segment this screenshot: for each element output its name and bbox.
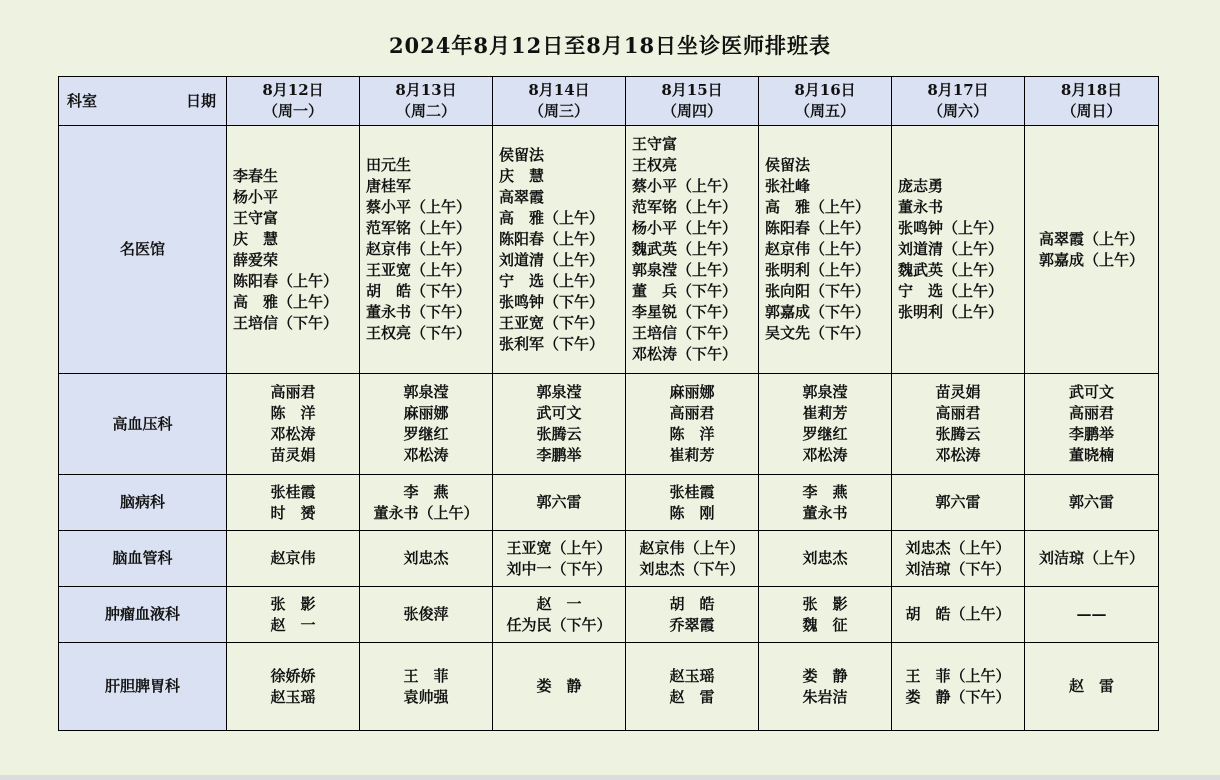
doctor-name: 张 影 <box>270 594 316 613</box>
doctor-name: 郭六雷 <box>536 493 582 511</box>
doctor-name: 苗灵娟 <box>270 446 316 464</box>
doctor-name: 邓松涛 <box>270 425 316 443</box>
doctor-name: 王权亮 <box>632 156 678 174</box>
doctor-name: 王 菲（上午） <box>905 666 1011 685</box>
day-weekday: （周六） <box>927 102 988 120</box>
schedule-cell <box>360 587 493 643</box>
schedule-cell <box>759 587 892 643</box>
day-header-cell <box>1025 77 1159 126</box>
schedule-cell <box>626 531 759 587</box>
doctor-name: 李 燕 <box>802 482 848 501</box>
doctor-name: 高丽君 <box>935 404 981 422</box>
schedule-cell <box>493 374 626 475</box>
schedule-cell <box>1025 531 1159 587</box>
doctor-name: 王亚宽（上午） <box>366 261 472 279</box>
doctor-name: 麻丽娜 <box>403 404 449 422</box>
schedule-table <box>58 76 1159 731</box>
dept-name-cell: 脑病科 <box>59 475 227 531</box>
schedule-cell <box>892 374 1025 475</box>
corner-header-cell <box>59 77 227 126</box>
dept-header-label: 科室 <box>67 92 98 110</box>
day-weekday: （周日） <box>1061 102 1122 120</box>
doctor-name: 王 菲 <box>403 666 449 685</box>
doctor-name: 魏武英（上午） <box>898 261 1004 279</box>
doctor-name: 李星锐（下午） <box>632 303 738 321</box>
doctor-name: 高 雅（上午） <box>233 292 339 311</box>
doctor-name: 崔莉芳 <box>669 446 715 464</box>
doctor-name: 董永书（下午） <box>366 303 472 321</box>
bottom-scroll-strip <box>0 775 1220 780</box>
doctor-name: 郭六雷 <box>935 493 981 511</box>
day-header-cell <box>227 77 360 126</box>
doctor-name: 张鸣钟（下午） <box>499 292 605 311</box>
schedule-cell <box>227 531 360 587</box>
doctor-name: 张利军（下午） <box>499 334 605 353</box>
day-header-cell <box>626 77 759 126</box>
doctor-name: 张桂霞 <box>669 482 715 501</box>
doctor-name: 邓松涛 <box>403 446 449 464</box>
day-header-cell <box>360 77 493 126</box>
doctor-name: 张腾云 <box>536 425 582 443</box>
day-header-cell <box>759 77 892 126</box>
doctor-name: 赵京伟（上午） <box>366 240 472 258</box>
schedule-cell <box>360 643 493 731</box>
doctor-name: 王亚宽（上午） <box>506 538 612 557</box>
schedule-cell <box>493 126 626 374</box>
doctor-name: 娄 静（下午） <box>905 687 1011 706</box>
doctor-name: 杨小平（上午） <box>632 219 738 237</box>
doctor-name: 刘中一（下午） <box>506 559 612 578</box>
schedule-cell <box>1025 475 1159 531</box>
schedule-cell <box>626 126 759 374</box>
doctor-name: 刘忠杰（下午） <box>639 559 745 578</box>
schedule-cell <box>360 374 493 475</box>
doctor-name: 高丽君 <box>1068 404 1114 422</box>
doctor-name: 苗灵娟 <box>935 383 981 401</box>
schedule-cell <box>227 587 360 643</box>
schedule-cell <box>759 475 892 531</box>
header-row <box>59 77 1159 126</box>
doctor-name: 郭嘉成（下午） <box>765 303 871 321</box>
schedule-cell <box>892 643 1025 731</box>
doctor-name: 陈 洋 <box>270 404 316 422</box>
doctor-name: 李春生 <box>233 166 279 185</box>
schedule-cell <box>360 475 493 531</box>
doctor-name: 赵 一 <box>270 615 316 634</box>
doctor-name: 郭嘉成（上午） <box>1038 250 1144 269</box>
doctor-name: 刘洁琼（下午） <box>905 559 1011 578</box>
doctor-name: 王培信（下午） <box>233 313 339 332</box>
schedule-cell <box>227 475 360 531</box>
doctor-name: 李 燕 <box>403 482 449 501</box>
day-date: 8月14日 <box>528 81 590 99</box>
doctor-name: 魏 征 <box>802 615 848 634</box>
day-date: 8月16日 <box>794 81 856 99</box>
schedule-cell <box>626 643 759 731</box>
day-weekday: （周二） <box>395 102 456 120</box>
doctor-name: 郭泉滢 <box>536 383 582 401</box>
doctor-name: 时 赟 <box>270 503 316 522</box>
doctor-name: 王守富 <box>233 208 279 227</box>
day-weekday: （周一） <box>262 102 323 120</box>
schedule-cell <box>759 374 892 475</box>
schedule-cell <box>892 126 1025 374</box>
day-weekday: （周三） <box>528 102 589 120</box>
doctor-name: 范军铭（上午） <box>366 219 472 237</box>
day-date: 8月18日 <box>1060 81 1123 99</box>
schedule-cell <box>1025 643 1159 731</box>
doctor-name: 范军铭（上午） <box>632 198 738 216</box>
doctor-name: 袁帅强 <box>403 687 449 706</box>
doctor-name: 赵京伟（上午） <box>765 240 871 258</box>
day-date: 8月12日 <box>262 81 324 99</box>
doctor-name: 吴文先（下午） <box>765 324 871 342</box>
doctor-name: 蔡小平（上午） <box>632 177 738 195</box>
doctor-name: 赵 雷 <box>669 687 715 706</box>
schedule-cell <box>493 587 626 643</box>
doctor-name: 武可文 <box>1068 383 1114 401</box>
doctor-name: 刘忠杰（上午） <box>905 538 1011 557</box>
day-date: 8月13日 <box>395 81 457 99</box>
schedule-cell <box>360 531 493 587</box>
doctor-name: 郭泉滢 <box>403 383 449 401</box>
doctor-name: 赵京伟 <box>270 549 316 567</box>
doctor-name: 宁 选（上午） <box>499 271 605 290</box>
doctor-name: 赵 一 <box>536 594 582 613</box>
table-row <box>59 531 1159 587</box>
day-header-cell <box>892 77 1025 126</box>
doctor-name: 郭六雷 <box>1068 493 1114 511</box>
schedule-cell <box>1025 587 1159 643</box>
doctor-name: 邓松涛 <box>935 446 981 464</box>
schedule-cell <box>493 475 626 531</box>
doctor-name: 杨小平 <box>233 187 279 206</box>
doctor-name: 李鹏举 <box>536 446 582 464</box>
doctor-name: 董 兵（下午） <box>632 282 738 300</box>
day-weekday: （周四） <box>661 102 722 120</box>
schedule-cell <box>759 126 892 374</box>
doctor-name: 乔翠霞 <box>669 615 715 634</box>
doctor-name: 陈 洋 <box>669 425 715 443</box>
doctor-name: 高翠霞（上午） <box>1038 229 1144 248</box>
doctor-name: 庆 慧 <box>233 229 279 248</box>
day-header-cell <box>493 77 626 126</box>
doctor-name: 高翠霞 <box>499 187 545 206</box>
schedule-cell <box>227 126 360 374</box>
doctor-name: 高 雅（上午） <box>765 198 871 216</box>
doctor-name: 娄 静 <box>802 666 848 685</box>
schedule-cell <box>626 374 759 475</box>
doctor-name: 邓松涛（下午） <box>632 345 738 363</box>
doctor-name: 朱岩洁 <box>802 687 848 706</box>
doctor-name: 刘道清（上午） <box>898 240 1004 258</box>
dept-name-cell: 高血压科 <box>59 374 227 475</box>
doctor-name: 任为民（下午） <box>506 615 612 634</box>
doctor-name: 郭泉滢（上午） <box>632 261 738 279</box>
schedule-body <box>59 126 1159 731</box>
doctor-name: 张俊萍 <box>403 605 449 623</box>
table-row <box>59 126 1159 374</box>
doctor-name: 薛爱荣 <box>233 250 279 269</box>
doctor-name: 侯留法 <box>765 156 811 174</box>
doctor-name: 刘洁琼（上午） <box>1038 549 1144 567</box>
doctor-name: 张明利（上午） <box>765 261 871 279</box>
doctor-name: 张桂霞 <box>270 482 316 501</box>
doctor-name: 陈 刚 <box>669 503 715 522</box>
day-weekday: （周五） <box>794 102 855 120</box>
doctor-name: 罗继红 <box>802 425 848 443</box>
schedule-cell <box>1025 126 1159 374</box>
table-row <box>59 374 1159 475</box>
doctor-name: 胡 皓（下午） <box>366 282 472 300</box>
doctor-name: 王权亮（下午） <box>366 324 472 342</box>
doctor-name: 赵京伟（上午） <box>639 538 745 557</box>
schedule-cell <box>493 643 626 731</box>
doctor-name: 高丽君 <box>270 383 316 401</box>
schedule-cell <box>892 531 1025 587</box>
doctor-name: 陈阳春（上午） <box>499 229 605 248</box>
doctor-name: 董永书（上午） <box>373 503 479 522</box>
doctor-name: 高 雅（上午） <box>499 208 605 227</box>
doctor-name: 王守富 <box>632 135 678 153</box>
schedule-cell <box>227 374 360 475</box>
doctor-name: —— <box>1076 605 1107 623</box>
table-row <box>59 643 1159 731</box>
doctor-name: 田元生 <box>366 156 412 174</box>
table-row <box>59 475 1159 531</box>
doctor-name: 张鸣钟（上午） <box>898 219 1004 237</box>
doctor-name: 刘忠杰 <box>403 549 449 567</box>
dept-name-cell: 肿瘤血液科 <box>59 587 227 643</box>
doctor-name: 侯留法 <box>499 145 545 164</box>
schedule-cell <box>626 587 759 643</box>
doctor-name: 武可文 <box>536 404 582 422</box>
doctor-name: 李鹏举 <box>1068 425 1114 443</box>
doctor-name: 王亚宽（下午） <box>499 313 605 332</box>
doctor-name: 徐娇娇 <box>270 666 316 685</box>
table-row <box>59 587 1159 643</box>
doctor-name: 庞志勇 <box>898 177 944 195</box>
schedule-cell <box>493 531 626 587</box>
doctor-name: 高丽君 <box>669 404 715 422</box>
schedule-cell <box>892 475 1025 531</box>
schedule-cell <box>759 531 892 587</box>
doctor-name: 张 影 <box>802 594 848 613</box>
date-header-label: 日期 <box>185 92 216 110</box>
doctor-name: 张向阳（下午） <box>765 282 871 300</box>
dept-name-cell: 名医馆 <box>59 126 227 374</box>
doctor-name: 张社峰 <box>765 177 811 195</box>
doctor-name: 张明利（上午） <box>898 303 1004 321</box>
doctor-name: 刘忠杰 <box>802 549 848 567</box>
doctor-name: 张腾云 <box>935 425 981 443</box>
doctor-name: 董晓楠 <box>1068 446 1114 464</box>
doctor-name: 陈阳春（上午） <box>233 271 339 290</box>
doctor-name: 魏武英（上午） <box>632 240 738 258</box>
dept-name-cell: 肝胆脾胃科 <box>59 643 227 731</box>
schedule-cell <box>892 587 1025 643</box>
schedule-cell <box>1025 374 1159 475</box>
doctor-name: 蔡小平（上午） <box>366 198 472 216</box>
page-title: 2024年8月12日至8月18日坐诊医师排班表 <box>388 33 832 58</box>
doctor-name: 罗继红 <box>403 425 449 443</box>
doctor-name: 唐桂军 <box>366 177 412 195</box>
doctor-name: 赵玉瑶 <box>270 687 316 706</box>
doctor-name: 董永书 <box>802 503 848 522</box>
doctor-name: 邓松涛 <box>802 446 848 464</box>
doctor-name: 庆 慧 <box>499 166 545 185</box>
day-date: 8月17日 <box>927 81 989 99</box>
doctor-name: 赵玉瑶 <box>669 666 715 685</box>
doctor-name: 宁 选（上午） <box>898 282 1004 300</box>
schedule-cell <box>759 643 892 731</box>
schedule-cell <box>360 126 493 374</box>
doctor-name: 刘道清（上午） <box>499 250 605 269</box>
doctor-name: 王培信（下午） <box>632 324 738 342</box>
day-date: 8月15日 <box>661 81 723 99</box>
doctor-name: 崔莉芳 <box>802 404 848 422</box>
doctor-name: 麻丽娜 <box>669 383 715 401</box>
dept-name-cell: 脑血管科 <box>59 531 227 587</box>
doctor-name: 郭泉滢 <box>802 383 848 401</box>
doctor-name: 胡 皓 <box>669 594 715 613</box>
doctor-name: 董永书 <box>898 198 944 216</box>
schedule-cell <box>227 643 360 731</box>
doctor-name: 赵 雷 <box>1068 677 1114 695</box>
schedule-cell <box>626 475 759 531</box>
doctor-name: 陈阳春（上午） <box>765 219 871 237</box>
doctor-name: 胡 皓（上午） <box>905 605 1011 623</box>
doctor-name: 娄 静 <box>536 677 582 695</box>
